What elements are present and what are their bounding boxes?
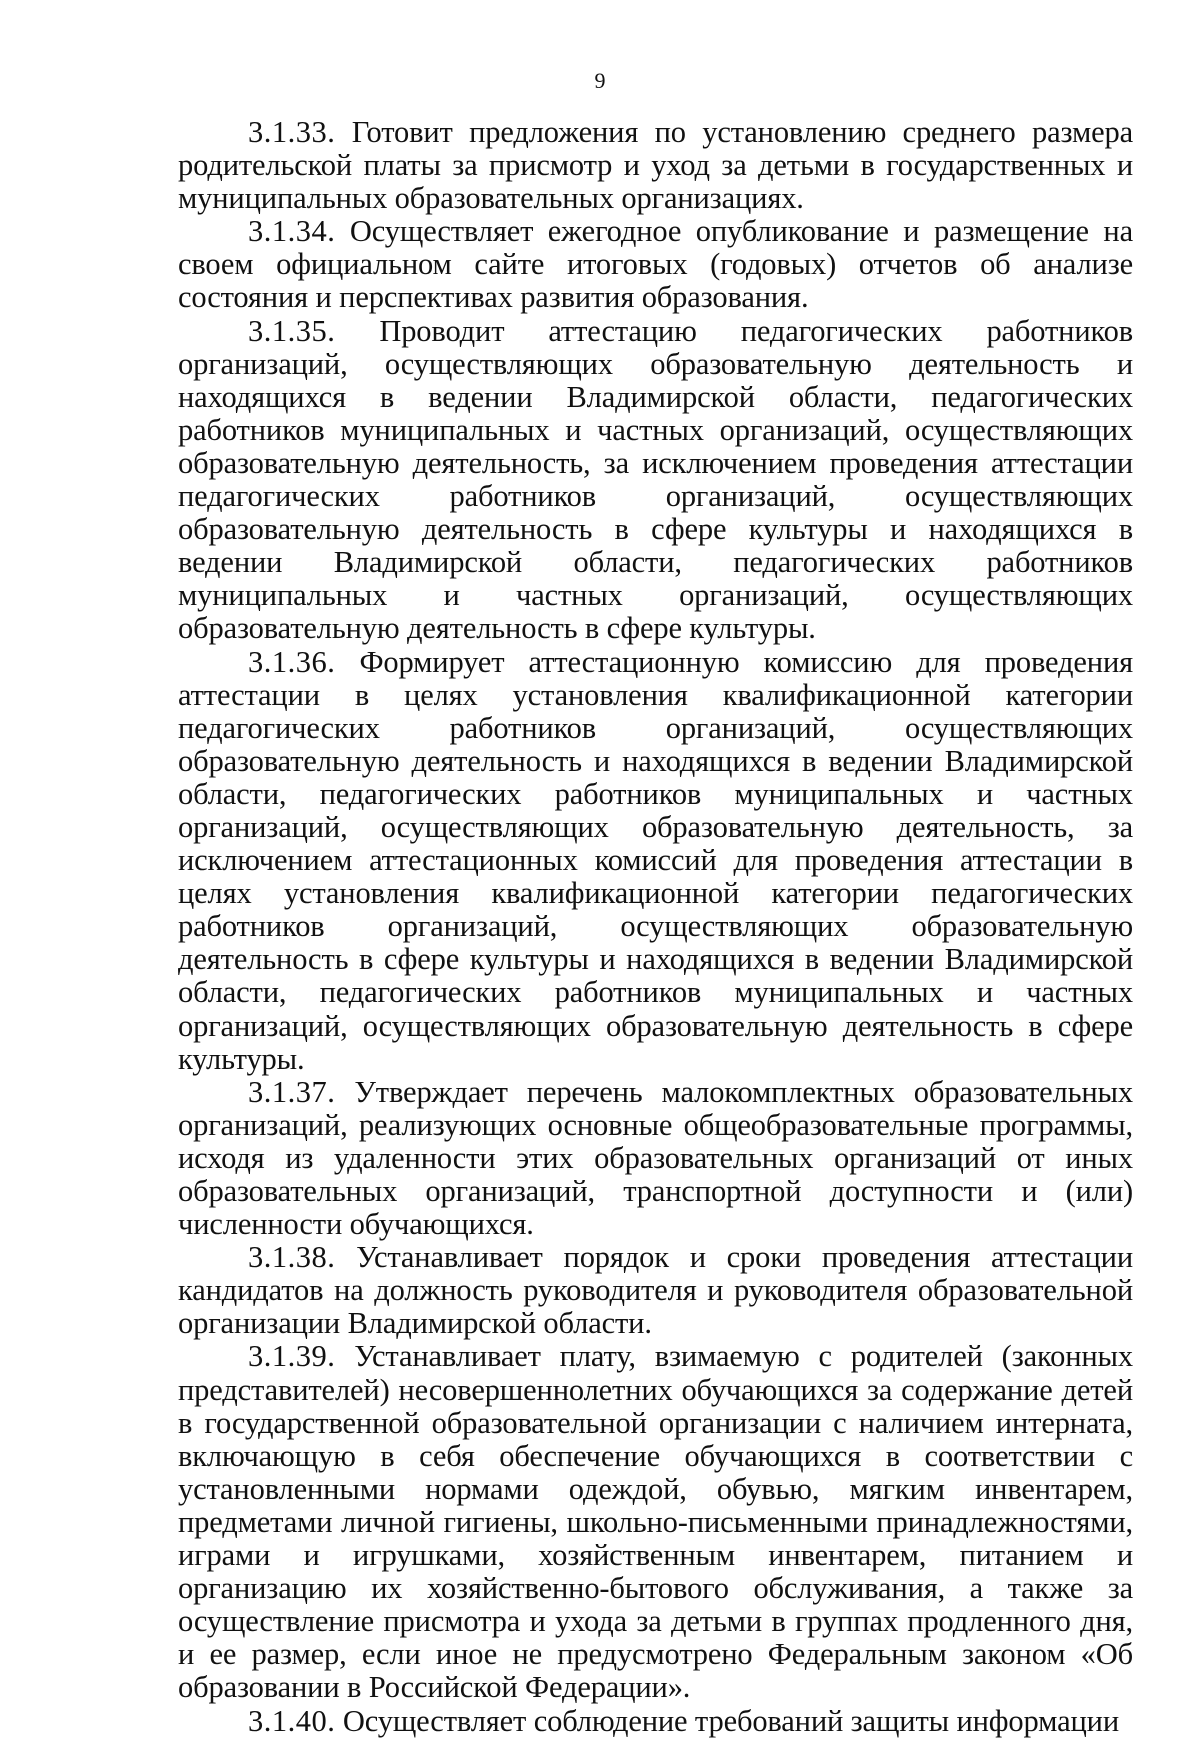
paragraph-text: Готовит предложения по установлению среднего размера родительской платы за присмотр и уход за детьми в государственных и муниципальных образовательных организациях. [178,115,1133,216]
paragraph-text: Осуществляет ежегодное опубликование и размещение на своем официальном сайте итоговых (годовых) отчетов об анализе состояния и перспективах развития образования. [178,214,1133,315]
paragraph-3-1-39 [178,1340,1133,1704]
paragraph-text: Формирует аттестационную комиссию для проведения аттестации в целях установления квалификационной категории педагогических работников организаций, осуществляющих образовательную деятельность и находящихся в ведении Владимирской области, педагогических работников муниципальных и частных организаций, осуществляющих образовательную деятельность, за исключением аттестационных комиссий для проведения аттестации в целях установления квалификационной категории педагогических работников организаций, осуществляющих образовательную деятельность в сфере культуры и находящихся в ведении Владимирской области, педагогических работников муниципальных и частных организаций, осуществляющих образовательную деятельность в сфере культуры. [178,644,1133,1076]
paragraph-number: 3.1.37. [248,1074,336,1109]
paragraph-3-1-38 [178,1241,1133,1340]
paragraph-number: 3.1.40. [248,1703,336,1738]
paragraph-number: 3.1.35. [248,313,336,348]
paragraph-text: Устанавливает плату, взимаемую с родителей (законных представителей) несовершеннолетних обучающихся за содержание детей в государственной образовательной организации с наличием интерната, включающую в себя обеспечение обучающихся в соответствии с установленными нормами одеждой, обувью, мягким инвентарем, предметами личной гигиены, школьно-письменными принадлежностями, играми и игрушками, хозяйственным инвентарем, питанием и организацию их хозяйственно-бытового обслуживания, а также за осуществление присмотра и ухода за детьми в группах продленного дня, и ее размер, если иное не предусмотрено Федеральным законом «Об образовании в Российской Федерации». [178,1339,1133,1705]
paragraph-number: 3.1.34. [248,214,336,249]
paragraph-text: Утверждает перечень малокомплектных образовательных организаций, реализующих основные общеобразовательные программы, исходя из удаленности этих образовательных организаций от иных образовательных организаций, транспортной доступности и (или) численности обучающихся. [178,1074,1133,1242]
paragraph-number: 3.1.38. [248,1240,336,1275]
paragraph-number: 3.1.39. [248,1339,336,1374]
paragraph-3-1-33 [178,116,1133,215]
paragraph-3-1-40 [178,1705,1133,1738]
paragraph-3-1-34 [178,215,1133,314]
page-number: 9 [594,68,606,93]
paragraph-text: Проводит аттестацию педагогических работников организаций, осуществляющих образовательную деятельность и находящихся в ведении Владимирской области, педагогических работников муниципальных и частных организаций, осуществляющих образовательную деятельность, за исключением проведения аттестации педагогических работников организаций, осуществляющих образовательную деятельность в сфере культуры и находящихся в ведении Владимирской области, педагогических работников муниципальных и частных организаций, осуществляющих образовательную деятельность в сфере культуры. [178,313,1133,646]
paragraph-3-1-35 [178,315,1133,646]
paragraph-number: 3.1.36. [248,644,336,679]
paragraph-text: Устанавливает порядок и сроки проведения аттестации кандидатов на должность руководителя и руководителя образовательной организации Владимирской области. [178,1240,1133,1341]
paragraph-number: 3.1.33. [248,115,336,149]
paragraph-3-1-36 [178,646,1133,1076]
paragraph-text: Осуществляет соблюдение требований защиты информации [342,1703,1119,1738]
paragraph-3-1-37 [178,1076,1133,1241]
document-body [178,116,1133,1738]
